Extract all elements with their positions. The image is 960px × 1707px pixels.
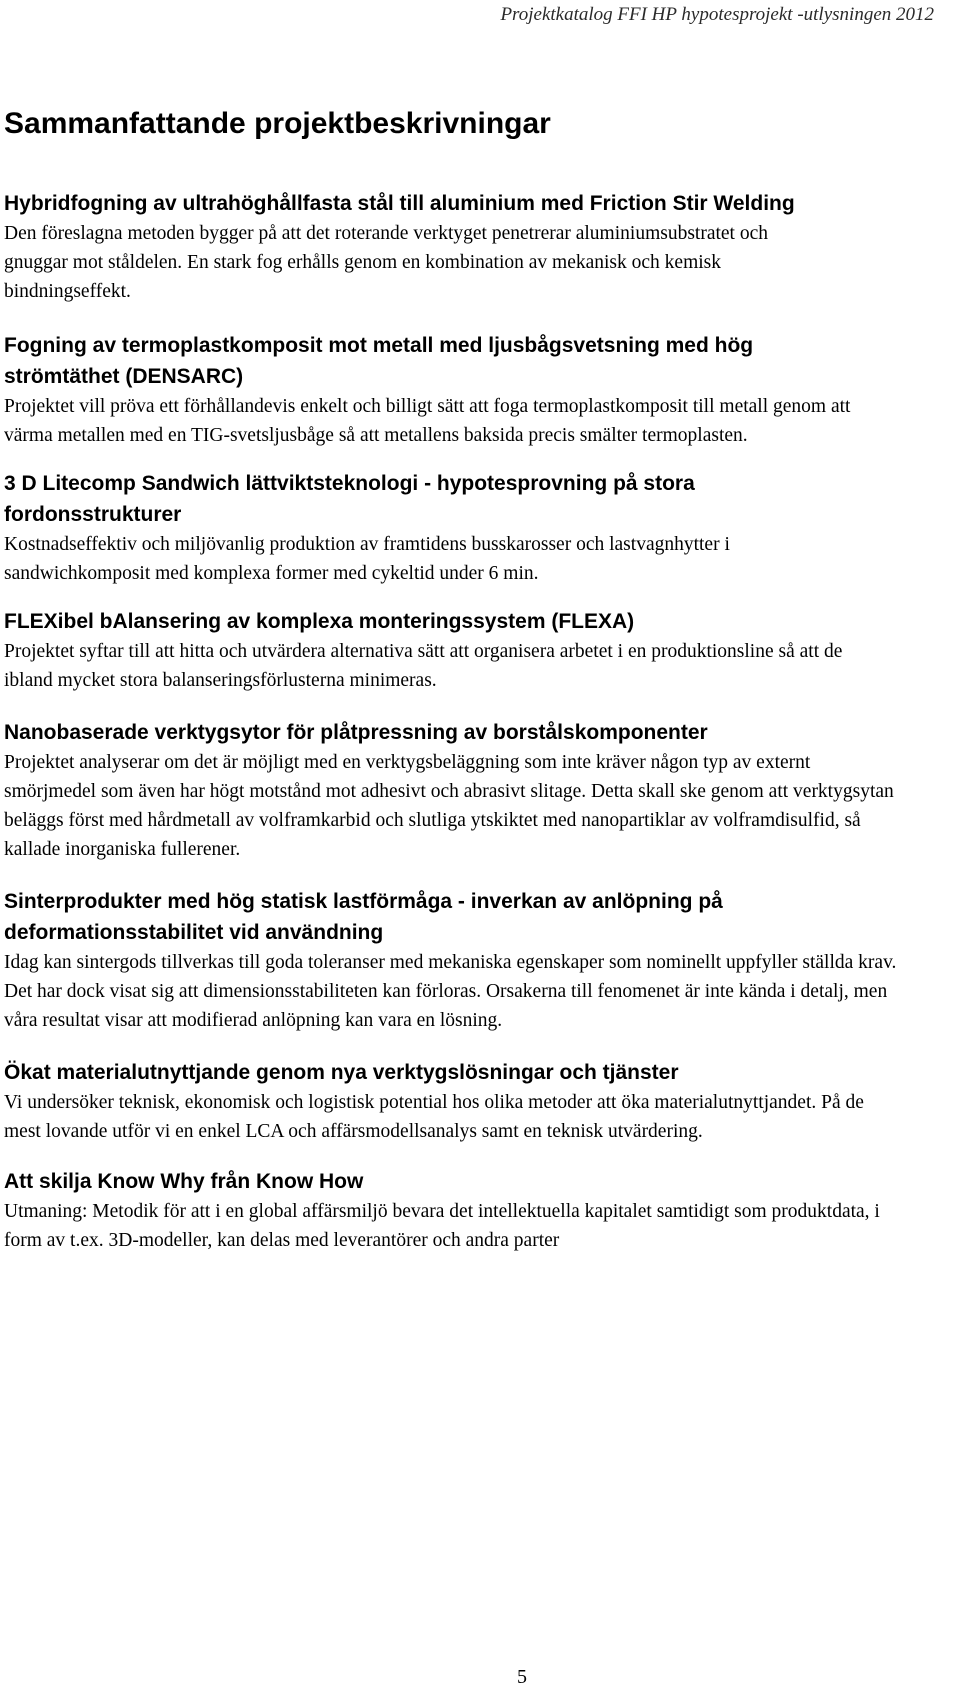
project-heading: Fogning av termoplastkomposit mot metall med ljusbågsvetsning med hög strömtäthet (DENSARC) [4,334,754,388]
project-heading: 3 D Litecomp Sandwich lättviktsteknologi - hypotesprovning på stora fordonsstrukturer [4,472,695,526]
project-section-know-why [4,1166,944,1255]
page-number: 5 [517,1666,527,1688]
running-header: Projektkatalog FFI HP hypotesprojekt -utlysningen 2012 [500,4,934,25]
project-heading: Nanobaserade verktygsytor för plåtpressning av borstålskomponenter [4,721,708,744]
project-description: Kostnadseffektiv och miljövanlig produktion av framtidens busskarosser och lastvagnhytter i sandwichkomposit med komplexa former med cykeltid under 6 min. [4,534,730,584]
project-section-litecomp [4,468,944,588]
project-section-hybridfogning [4,188,944,306]
project-description: Den föreslagna metoden bygger på att det roterande verktyget penetrerar aluminiumsubstratet och gnuggar mot ståldelen. En stark fog erhålls genom en kombination av mekanisk och kemisk bindningseffekt. [4,223,768,302]
project-heading: Att skilja Know Why från Know How [4,1170,364,1193]
project-section-densarc [4,330,944,450]
project-description: Projektet vill pröva ett förhållandevis enkelt och billigt sätt att foga termoplastkomposit till metall genom att värma metallen med en TIG-svetsljusbåge så att metallens baksida precis smälter termoplasten. [4,396,851,446]
project-description: Projektet syftar till att hitta och utvärdera alternativa sätt att organisera arbetet i en produktionsline så att de ibland mycket stora balanseringsförlusterna minimeras. [4,641,843,691]
project-section-materialutnyttjande [4,1057,944,1146]
project-section-sinterprodukter [4,886,944,1035]
project-description: Idag kan sintergods tillverkas till goda toleranser med mekaniska egenskaper som nominellt uppfyller ställda krav. Det har dock visat sig att dimensionsstabiliteten kan förloras. Orsakerna till fenomenet är inte kända i detalj, men våra resultat visar att modifierad anlöpning kan vara en lösning. [4,952,897,1031]
project-heading: Sinterprodukter med hög statisk lastförmåga - inverkan av anlöpning på deformationsstabilitet vid användning [4,890,723,944]
project-section-flexa [4,606,944,695]
project-description: Vi undersöker teknisk, ekonomisk och logistisk potential hos olika metoder att öka materialutnyttjandet. På de mest lovande utför vi en enkel LCA och affärsmodellsanalys samt en teknisk utvärdering. [4,1092,864,1142]
project-heading: FLEXibel bAlansering av komplexa monteringssystem (FLEXA) [4,610,635,633]
project-summaries [4,188,944,1255]
page-title: Sammanfattande projektbeskrivningar [4,107,551,140]
project-description: Projektet analyserar om det är möjligt med en verktygsbeläggning som inte kräver någon typ av externt smörjmedel som även har högt motstånd mot adhesivt och abrasivt slitage. Detta skall ske genom att verktygsytan beläggs först med hårdmetall av volframkarbid och slutliga ytskiktet med nanopartiklar av volframdisulfid, så kallade inorganiska fullerener. [4,752,894,860]
project-heading: Ökat materialutnyttjande genom nya verktygslösningar och tjänster [4,1061,679,1084]
project-section-nanobaserade [4,717,944,864]
project-description: Utmaning: Metodik för att i en global affärsmiljö bevara det intellektuella kapitalet samtidigt som produktdata, i form av t.ex. 3D-modeller, kan delas med leverantörer och andra parter [4,1201,880,1251]
project-heading: Hybridfogning av ultrahöghållfasta stål till aluminium med Friction Stir Welding [4,192,795,215]
